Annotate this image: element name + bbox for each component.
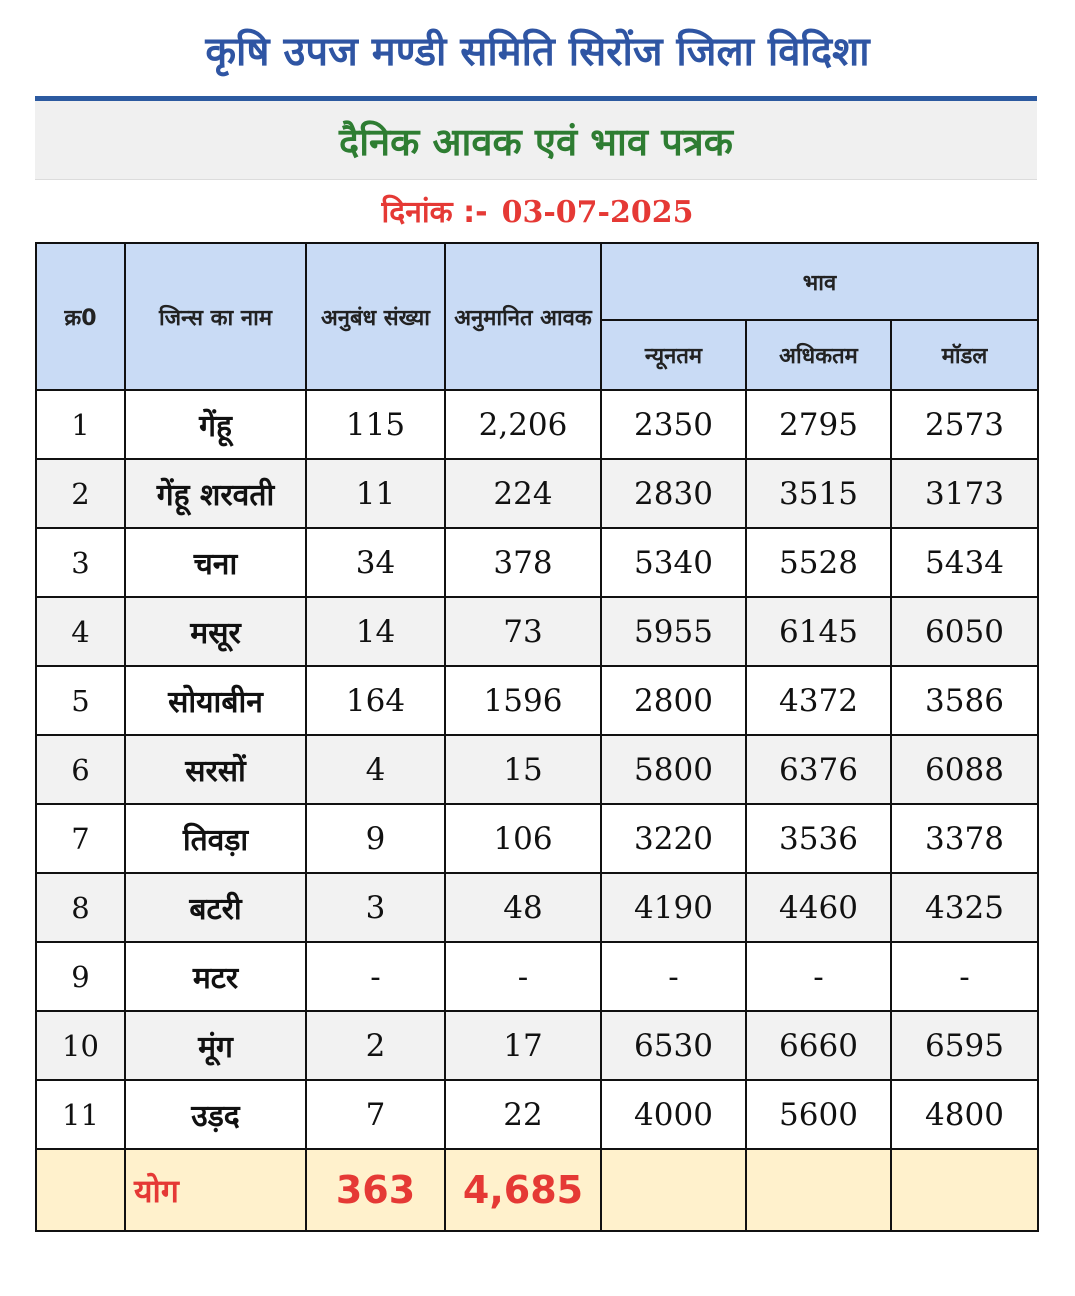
cell-modal-price: -	[891, 942, 1038, 1011]
cell-modal-price: 6595	[891, 1011, 1038, 1080]
cell-modal-price: 5434	[891, 528, 1038, 597]
cell-max-price: 6145	[746, 597, 891, 666]
total-label: योग	[125, 1149, 306, 1231]
cell-modal-price: 2573	[891, 390, 1038, 459]
header-min: न्यूनतम	[601, 320, 746, 390]
cell-serial: 9	[36, 942, 125, 1011]
header-commodity: जिन्स का नाम	[125, 243, 306, 390]
cell-max-price: 6660	[746, 1011, 891, 1080]
header-price-group: भाव	[601, 243, 1038, 320]
cell-contracts: 7	[306, 1080, 445, 1149]
cell-min-price: -	[601, 942, 746, 1011]
table-row	[36, 1080, 1038, 1149]
cell-min-price: 6530	[601, 1011, 746, 1080]
cell-contracts: 14	[306, 597, 445, 666]
cell-max-price: 2795	[746, 390, 891, 459]
cell-contracts: 11	[306, 459, 445, 528]
cell-min-price: 4000	[601, 1080, 746, 1149]
cell-commodity: मूंग	[125, 1011, 306, 1080]
cell-contracts: 9	[306, 804, 445, 873]
cell-min-price: 2800	[601, 666, 746, 735]
cell-serial: 5	[36, 666, 125, 735]
cell-commodity: चना	[125, 528, 306, 597]
cell-serial: 3	[36, 528, 125, 597]
table-row	[36, 942, 1038, 1011]
table-body	[36, 390, 1038, 1149]
cell-contracts: 115	[306, 390, 445, 459]
cell-min-price: 2830	[601, 459, 746, 528]
rates-table	[35, 242, 1039, 1232]
cell-serial: 6	[36, 735, 125, 804]
cell-serial: 7	[36, 804, 125, 873]
cell-modal-price: 3378	[891, 804, 1038, 873]
subtitle-band	[35, 101, 1037, 180]
cell-modal-price: 3586	[891, 666, 1038, 735]
table-row	[36, 804, 1038, 873]
total-empty-cell	[746, 1149, 891, 1231]
table-row	[36, 390, 1038, 459]
cell-contracts: 164	[306, 666, 445, 735]
cell-max-price: 4372	[746, 666, 891, 735]
header-arrival: अनुमानित आवक	[445, 243, 601, 390]
cell-commodity: बटरी	[125, 873, 306, 942]
page-subtitle: दैनिक आवक एवं भाव पत्रक	[339, 120, 733, 164]
cell-modal-price: 4325	[891, 873, 1038, 942]
cell-max-price: -	[746, 942, 891, 1011]
cell-max-price: 5600	[746, 1080, 891, 1149]
cell-contracts: 34	[306, 528, 445, 597]
total-empty-cell	[601, 1149, 746, 1231]
cell-min-price: 3220	[601, 804, 746, 873]
table-row	[36, 666, 1038, 735]
total-empty-cell	[36, 1149, 125, 1231]
cell-modal-price: 4800	[891, 1080, 1038, 1149]
cell-arrival: 1596	[445, 666, 601, 735]
cell-serial: 1	[36, 390, 125, 459]
total-row	[36, 1149, 1038, 1231]
cell-serial: 10	[36, 1011, 125, 1080]
table-row	[36, 597, 1038, 666]
cell-arrival: 15	[445, 735, 601, 804]
cell-serial: 11	[36, 1080, 125, 1149]
total-contracts: 363	[306, 1149, 445, 1231]
cell-serial: 2	[36, 459, 125, 528]
cell-arrival: 378	[445, 528, 601, 597]
cell-contracts: 3	[306, 873, 445, 942]
cell-commodity: उड़द	[125, 1080, 306, 1149]
cell-contracts: 4	[306, 735, 445, 804]
cell-arrival: 73	[445, 597, 601, 666]
cell-arrival: 17	[445, 1011, 601, 1080]
cell-arrival: 22	[445, 1080, 601, 1149]
cell-contracts: -	[306, 942, 445, 1011]
cell-min-price: 5955	[601, 597, 746, 666]
cell-min-price: 5800	[601, 735, 746, 804]
cell-commodity: मटर	[125, 942, 306, 1011]
header-serial: क्र0	[36, 243, 125, 390]
cell-commodity: सरसों	[125, 735, 306, 804]
cell-arrival: 48	[445, 873, 601, 942]
cell-arrival: -	[445, 942, 601, 1011]
header-modal: मॉडल	[891, 320, 1038, 390]
table-row	[36, 873, 1038, 942]
cell-serial: 4	[36, 597, 125, 666]
cell-max-price: 5528	[746, 528, 891, 597]
cell-commodity: गेंहू	[125, 390, 306, 459]
cell-modal-price: 6050	[891, 597, 1038, 666]
cell-commodity: सोयाबीन	[125, 666, 306, 735]
cell-arrival: 106	[445, 804, 601, 873]
cell-commodity: गेंहू शरवती	[125, 459, 306, 528]
date-line	[0, 190, 1075, 231]
total-arrival: 4,685	[445, 1149, 601, 1231]
page-title: कृषि उपज मण्डी समिति सिरोंज जिला विदिशा	[205, 29, 870, 75]
cell-max-price: 6376	[746, 735, 891, 804]
cell-serial: 8	[36, 873, 125, 942]
cell-min-price: 2350	[601, 390, 746, 459]
cell-commodity: तिवड़ा	[125, 804, 306, 873]
header-contracts: अनुबंध संख्या	[306, 243, 445, 390]
date-label: दिनांक :-	[381, 195, 488, 230]
cell-arrival: 2,206	[445, 390, 601, 459]
header-max: अधिकतम	[746, 320, 891, 390]
table-row	[36, 459, 1038, 528]
cell-modal-price: 6088	[891, 735, 1038, 804]
total-empty-cell	[891, 1149, 1038, 1231]
cell-commodity: मसूर	[125, 597, 306, 666]
cell-max-price: 3515	[746, 459, 891, 528]
cell-contracts: 2	[306, 1011, 445, 1080]
cell-modal-price: 3173	[891, 459, 1038, 528]
date-value: 03-07-2025	[501, 195, 694, 230]
table-row	[36, 735, 1038, 804]
cell-max-price: 3536	[746, 804, 891, 873]
cell-arrival: 224	[445, 459, 601, 528]
table-row	[36, 528, 1038, 597]
table-row	[36, 1011, 1038, 1080]
cell-min-price: 5340	[601, 528, 746, 597]
cell-min-price: 4190	[601, 873, 746, 942]
cell-max-price: 4460	[746, 873, 891, 942]
